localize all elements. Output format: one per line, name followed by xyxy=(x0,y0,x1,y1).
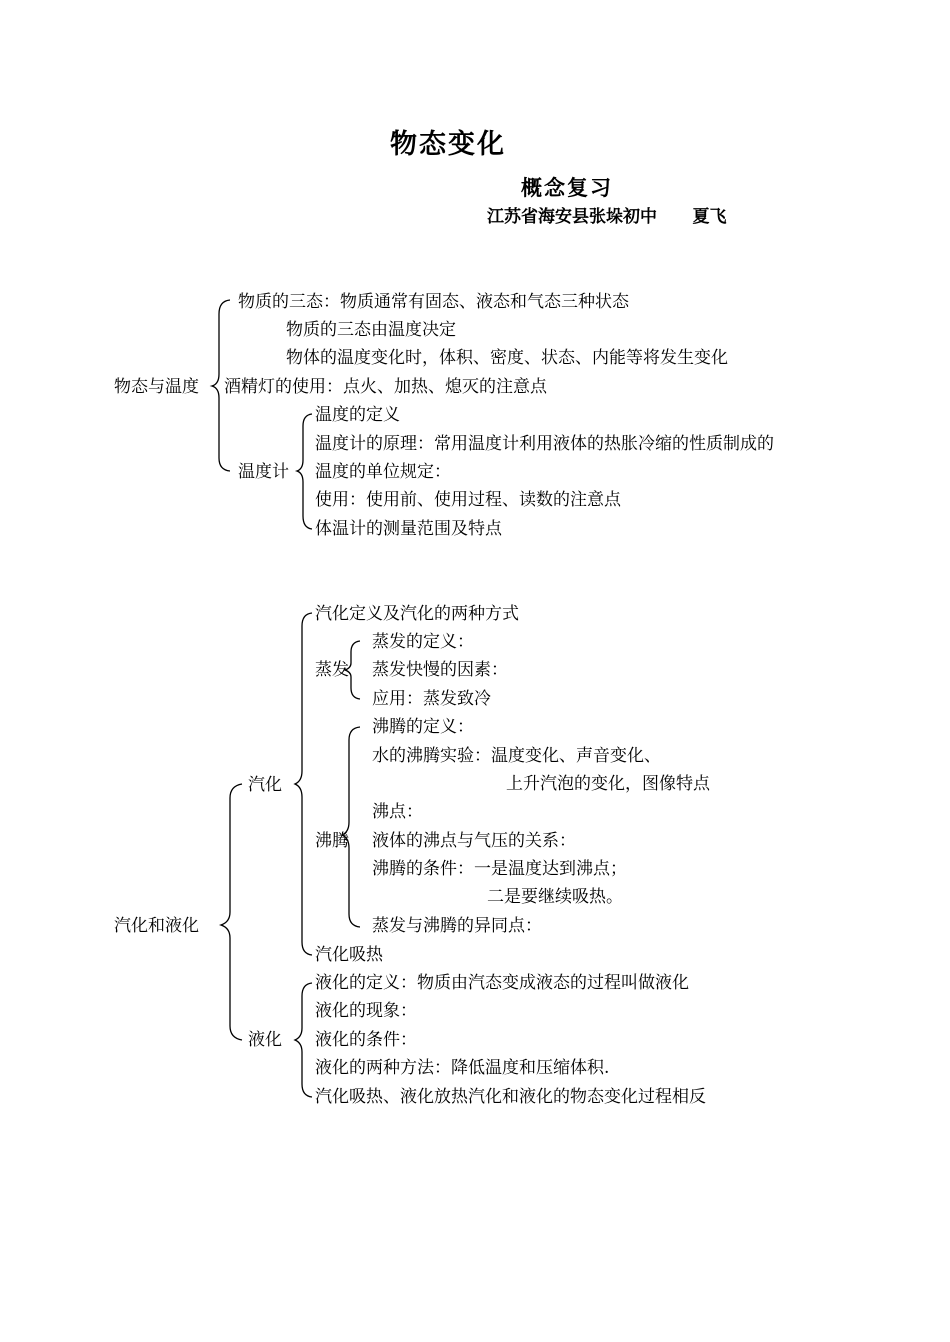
brace-boiling xyxy=(342,727,360,927)
page-subtitle: 概念复习 xyxy=(521,176,613,200)
vapor-definition: 汽化定义及汽化的两种方式 xyxy=(315,604,519,624)
boiling-item: 沸点： xyxy=(372,802,423,822)
evaporation-label: 蒸发 xyxy=(315,660,349,680)
boiling-item: 沸腾的条件：一是温度达到沸点； xyxy=(372,859,627,879)
boiling-label: 沸腾 xyxy=(315,831,349,851)
brace-root-section2 xyxy=(221,784,242,1040)
evaporation-item: 蒸发快慢的因素： xyxy=(372,660,508,680)
boiling-item: 蒸发与沸腾的异同点： xyxy=(372,916,542,936)
brace-vapor xyxy=(295,613,312,955)
section1-root-label: 物态与温度 xyxy=(114,377,199,397)
thermometer-item: 体温计的测量范围及特点 xyxy=(315,519,502,539)
page-title: 物态变化 xyxy=(390,129,506,160)
evaporation-item: 应用：蒸发致冷 xyxy=(372,689,491,709)
liquefaction-label: 液化 xyxy=(248,1030,282,1050)
boiling-item: 沸腾的定义： xyxy=(372,717,474,737)
liquefaction-item: 液化的定义：物质由汽态变成液态的过程叫做液化 xyxy=(315,973,689,993)
boiling-item: 水的沸腾实验：温度变化、声音变化、 xyxy=(372,746,661,766)
states-line-2: 物质的三态由温度决定 xyxy=(286,320,456,340)
alcohol-lamp-item: 酒精灯的使用：点火、加热、熄灭的注意点 xyxy=(224,377,547,397)
thermometer-item: 温度的单位规定： xyxy=(315,462,451,482)
thermometer-label: 温度计 xyxy=(238,462,289,482)
states-label: 物质的三态：物质通常有固态、液态和气态三种状态 xyxy=(238,292,629,312)
brace-liquefaction xyxy=(295,983,312,1097)
brace-thermometer xyxy=(297,414,312,529)
states-line-3: 物体的温度变化时，体积、密度、状态、内能等将发生变化 xyxy=(286,348,728,368)
liquefaction-item: 液化的条件： xyxy=(315,1030,417,1050)
thermometer-item: 温度计的原理：常用温度计利用液体的热胀冷缩的性质制成的 xyxy=(315,434,774,454)
boiling-item: 上升汽泡的变化，图像特点 xyxy=(506,774,710,794)
vapor-label: 汽化 xyxy=(248,775,282,795)
liquefaction-item: 液化的现象： xyxy=(315,1001,417,1021)
liquefaction-item: 液化的两种方法：降低温度和压缩体积. xyxy=(315,1058,610,1078)
section2-root-label: 汽化和液化 xyxy=(114,916,199,936)
boiling-item: 液体的沸点与气压的关系： xyxy=(372,831,576,851)
author-line: 江苏省海安县张垛初中 夏飞 xyxy=(487,207,727,227)
vapor-absorbs-heat: 汽化吸热 xyxy=(315,945,383,965)
evaporation-item: 蒸发的定义： xyxy=(372,632,474,652)
liquefaction-item: 汽化吸热、液化放热汽化和液化的物态变化过程相反 xyxy=(315,1087,706,1107)
boiling-item: 二是要继续吸热。 xyxy=(487,887,623,907)
thermometer-item: 温度的定义 xyxy=(315,405,400,425)
thermometer-item: 使用：使用前、使用过程、读数的注意点 xyxy=(315,490,621,510)
